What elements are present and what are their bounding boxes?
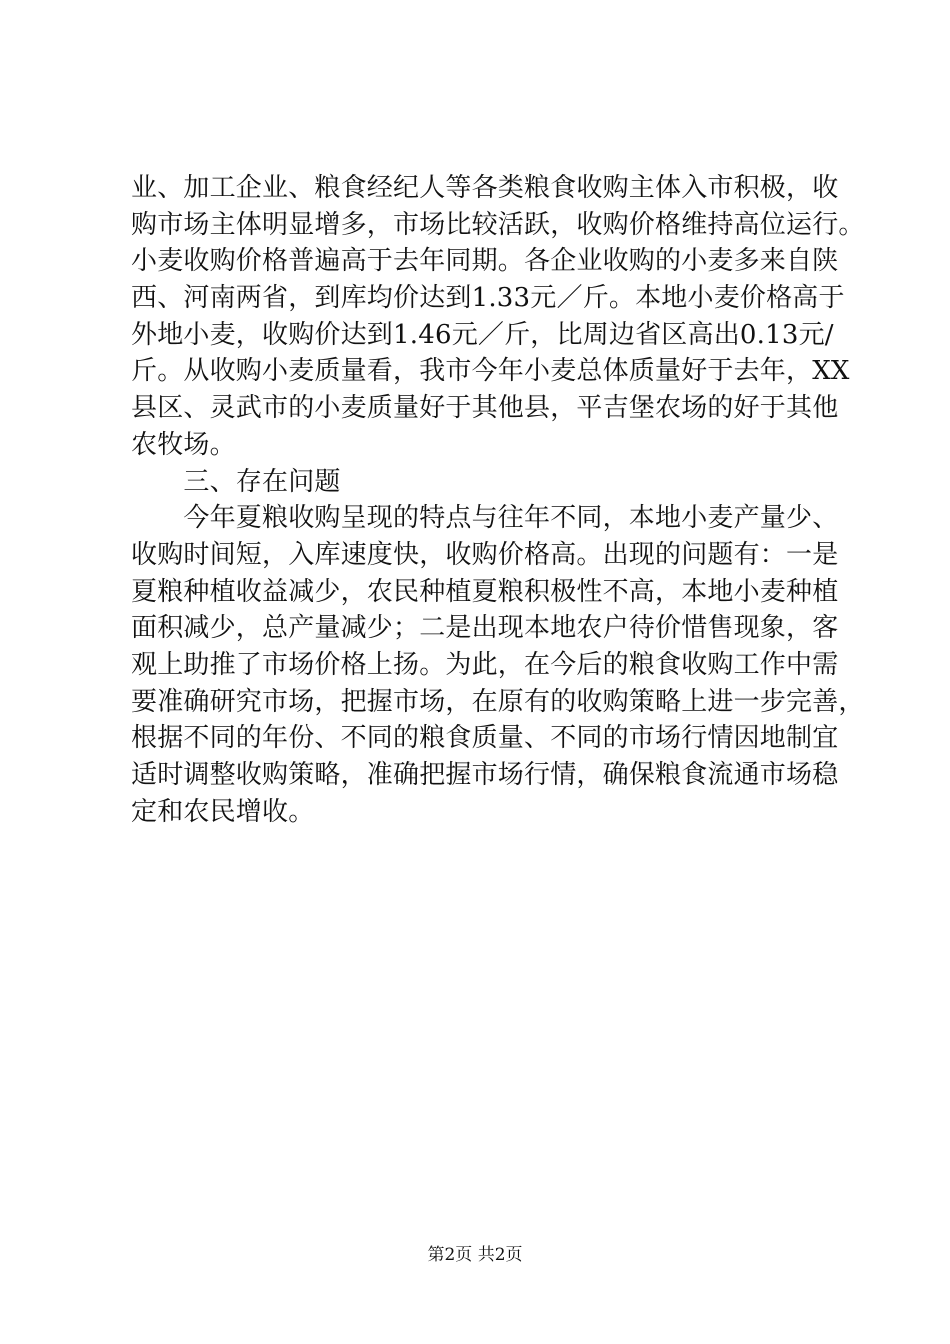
text-line: 适时调整收购策略，准确把握市场行情，确保粮食流通市场稳	[131, 760, 839, 790]
text-line: 夏粮种植收益减少，农民种植夏粮积极性不高，本地小麦种植	[131, 576, 839, 607]
text-line: 定和农民增收。	[131, 796, 315, 827]
text-line: 县区、灵武市的小麦质量好于其他县，平吉堡农场的好于其他	[131, 393, 839, 424]
text-line: 面积减少，总产量减少；二是出现本地农户待价惜售现象，客	[131, 613, 839, 644]
text-line: 观上助推了市场价格上扬。为此，在今后的粮食收购工作中需	[131, 649, 839, 680]
text-line: 斤。从收购小麦质量看，我市今年小麦总体质量好于去年，XX	[131, 356, 850, 387]
text-line: 外地小麦，收购价达到1.46元／斤，比周边省区高出0.13元/	[131, 319, 834, 350]
text-line: 要准确研究市场，把握市场，在原有的收购策略上进一步完善，	[131, 686, 865, 717]
text-line: 购市场主体明显增多，市场比较活跃，收购价格维持高位运行。	[131, 209, 865, 240]
text-line: 收购时间短，入库速度快，收购价格高。出现的问题有：一是	[131, 539, 839, 570]
text-line: 西、河南两省，到库均价达到1.33元／斤。本地小麦价格高于	[131, 283, 845, 314]
text-line: 农牧场。	[131, 429, 236, 460]
text-line: 今年夏粮收购呈现的特点与往年不同，本地小麦产量少、	[131, 503, 839, 534]
text-line: 小麦收购价格普遍高于去年同期。各企业收购的小麦多来自陕	[131, 246, 839, 277]
page-footer: 第2页 共2页	[427, 1245, 523, 1265]
section-heading: 三、存在问题	[131, 466, 341, 497]
text-line: 业、加工企业、粮食经纪人等各类粮食收购主体入市积极，收	[131, 173, 839, 203]
document-body	[131, 170, 865, 830]
text-line: 根据不同的年份、不同的粮食质量、不同的市场行情因地制宜	[131, 723, 839, 754]
